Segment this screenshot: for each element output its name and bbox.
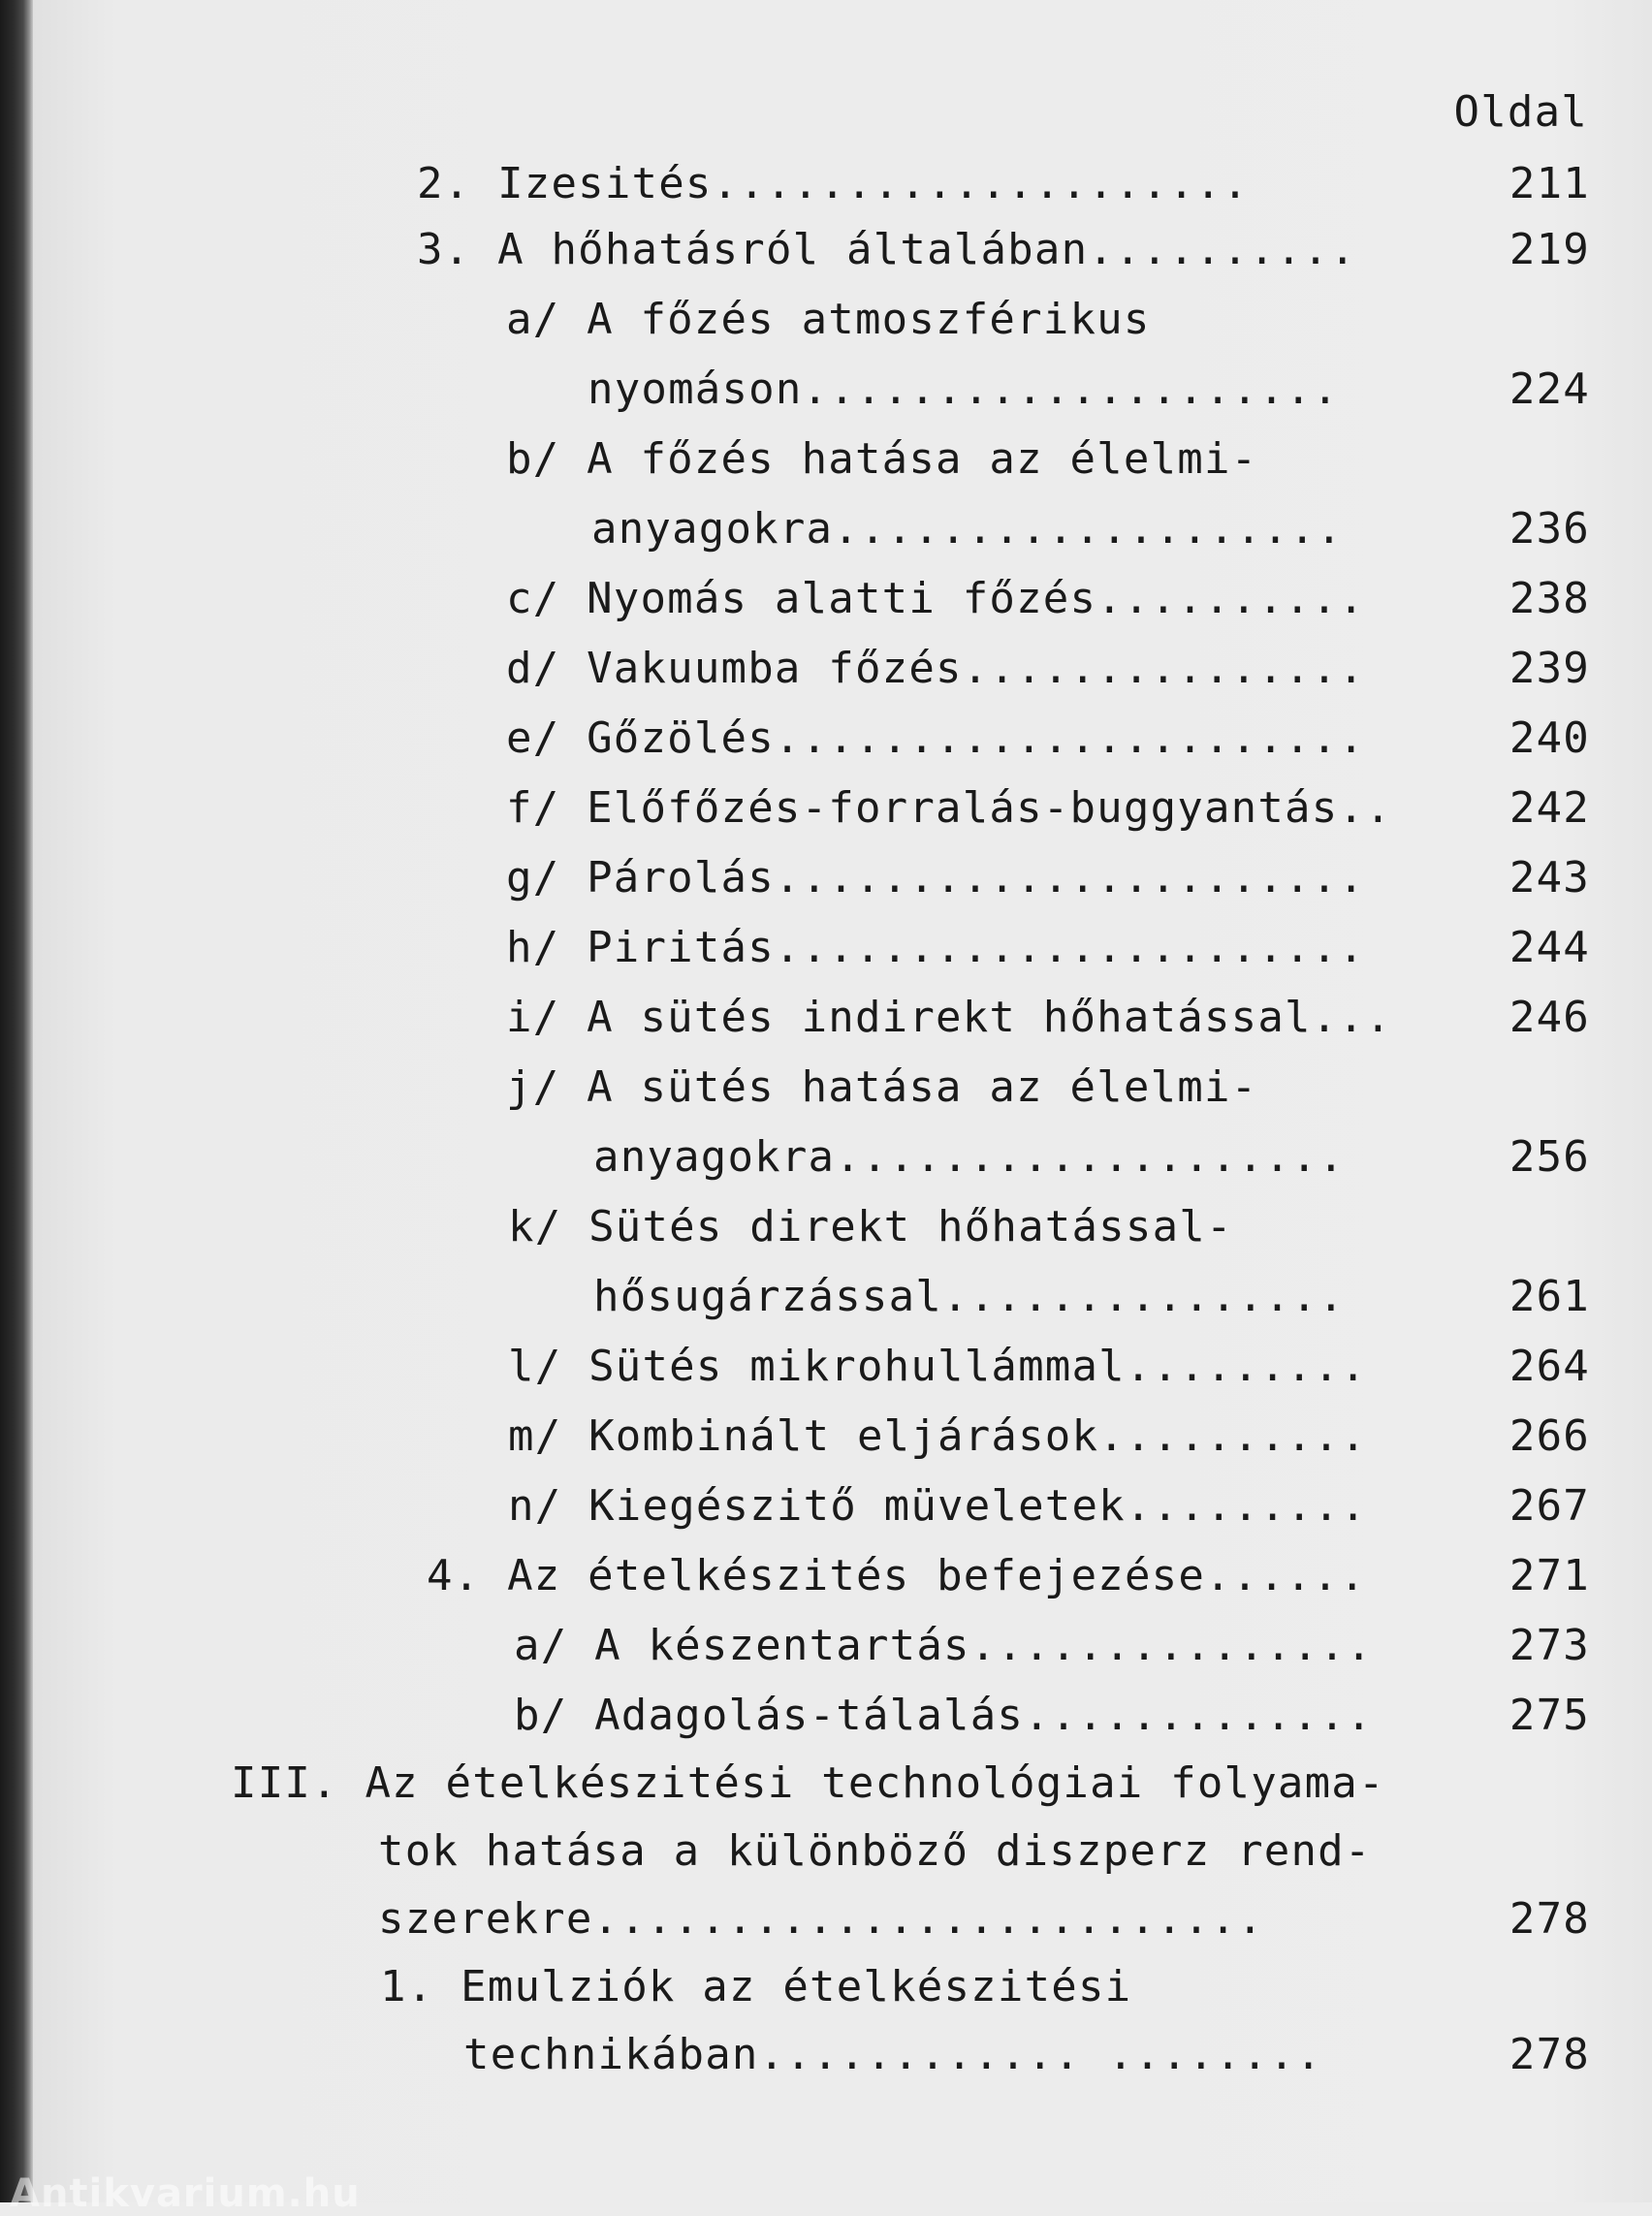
toc-page-number: 278 <box>1509 2030 1590 2079</box>
toc-entry-text: n/ Kiegészitő müveletek......... <box>508 1481 1368 1531</box>
toc-page-number: 239 <box>1509 644 1590 693</box>
toc-entry-text: 3. A hőhatásról általában.......... <box>417 225 1357 274</box>
toc-page-number: 266 <box>1509 1411 1590 1461</box>
toc-entry-text: k/ Sütés direkt hőhatással- <box>508 1202 1233 1251</box>
toc-page-number: 264 <box>1509 1342 1590 1391</box>
toc-page-number: 271 <box>1509 1551 1590 1600</box>
toc-chapter-heading: III. Az ételkészitési technológiai folyama- <box>231 1758 1385 1808</box>
toc-page-number: 275 <box>1509 1691 1590 1740</box>
toc-entry-text: m/ Kombinált eljárások.......... <box>508 1411 1368 1461</box>
toc-page-number: 261 <box>1509 1272 1590 1321</box>
toc-chapter-heading: szerekre......................... <box>378 1894 1264 1944</box>
toc-entry-text: j/ A sütés hatása az élelmi- <box>506 1062 1258 1112</box>
toc-entry-text: d/ Vakuumba főzés............... <box>506 644 1366 693</box>
toc-entry-text: anyagokra................... <box>591 504 1344 554</box>
toc-page-number: 256 <box>1509 1132 1590 1182</box>
toc-page-number: 267 <box>1509 1481 1590 1531</box>
book-binding-edge <box>0 0 33 2202</box>
toc-entry-text: h/ Piritás...................... <box>506 923 1366 972</box>
toc-page-number: 238 <box>1509 574 1590 623</box>
toc-entry-text: c/ Nyomás alatti főzés.......... <box>506 574 1366 623</box>
toc-page-number: 244 <box>1509 923 1590 972</box>
toc-entry-text: 2. Izesités.................... <box>417 159 1250 208</box>
toc-entry-text: g/ Párolás...................... <box>506 853 1366 902</box>
toc-entry-text: l/ Sütés mikrohullámmal......... <box>508 1342 1368 1391</box>
toc-page-number: 219 <box>1509 225 1590 274</box>
toc-entry-text: nyomáson.................... <box>588 364 1340 414</box>
page-column-header: Oldal <box>1453 87 1588 137</box>
toc-entry-text: f/ Előfőzés-forralás-buggyantás.. <box>506 783 1392 833</box>
toc-page-number: 236 <box>1509 504 1590 554</box>
toc-entry-text: technikában............ ........ <box>463 2030 1323 2079</box>
toc-entry-text: anyagokra................... <box>593 1132 1346 1182</box>
toc-entry-text: a/ A főzés atmoszférikus <box>506 295 1151 344</box>
toc-entry-text: b/ Adagolás-tálalás............. <box>514 1691 1374 1740</box>
toc-page-number: 242 <box>1509 783 1590 833</box>
toc-page-number: 240 <box>1509 713 1590 763</box>
toc-page-number: 246 <box>1509 993 1590 1042</box>
toc-page-number: 278 <box>1509 1894 1590 1944</box>
toc-page-number: 243 <box>1509 853 1590 902</box>
toc-entry-text: 1. Emulziók az ételkészitési <box>380 1962 1132 2011</box>
toc-entry-text: hősugárzással............... <box>593 1272 1346 1321</box>
toc-page-number: 224 <box>1509 364 1590 414</box>
toc-page-number: 211 <box>1509 159 1590 208</box>
toc-entry-text: a/ A készentartás............... <box>514 1621 1374 1670</box>
toc-page-number: 273 <box>1509 1621 1590 1670</box>
toc-entry-text: 4. Az ételkészités befejezése...... <box>427 1551 1367 1600</box>
toc-entry-text: b/ A főzés hatása az élelmi- <box>506 434 1258 484</box>
toc-entry-text: i/ A sütés indirekt hőhatással... <box>506 993 1392 1042</box>
toc-entry-text: e/ Gőzölés...................... <box>506 713 1366 763</box>
toc-chapter-heading: tok hatása a különböző diszperz rend- <box>378 1826 1372 1876</box>
watermark: Antikvarium.hu <box>10 2171 361 2216</box>
